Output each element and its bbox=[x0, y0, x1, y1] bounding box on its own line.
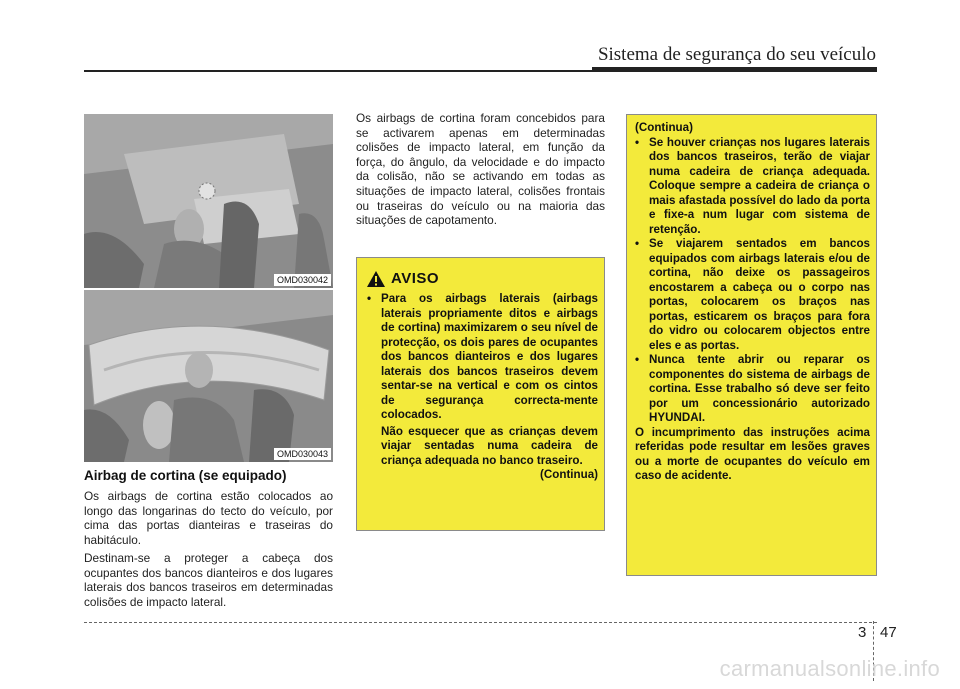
warning-content bbox=[367, 292, 598, 483]
warning-bullet: • Nunca tente abrir ou reparar os componentes do sistema de airbags de cortina. Esse trabalho só deve ser feito por um concessionário autorizado HYUNDAI. bbox=[635, 353, 870, 424]
curtain-airbag-photo-bottom bbox=[84, 290, 333, 462]
warning-header bbox=[367, 270, 439, 287]
warning-triangle-icon bbox=[367, 271, 385, 287]
warning-continued-content bbox=[635, 121, 870, 484]
warning-bullet: • Se viajarem sentados em bancos equipados com airbags laterais e/ou de cortina, não deixe os passageiros encostarem a cabeça ou o corpo nas portas, colocarem os braços nas portas, esticarem os braços para fora do vidro ou colocarem objectos entre eles e as portas. bbox=[635, 237, 870, 352]
image-code: OMD030043 bbox=[274, 448, 331, 460]
warning-continues: (Continua) bbox=[540, 468, 598, 481]
warning-closing: O incumprimento das instruções acima referidas pode resultar em lesões graves ou a morte de ocupantes do veículo em caso de acidente. bbox=[635, 425, 870, 482]
image-code: OMD030042 bbox=[274, 274, 331, 286]
warning-bullet: • Se houver crianças nos lugares laterais dos bancos traseiros, terão de viajar numa cadeira de criança adequada. Coloque sempre a cadeira de criança o mais afastada possível do lado da porta e fixe-a num lugar com sistema de retenção. bbox=[635, 135, 870, 236]
section-paragraph-1: Os airbags de cortina estão colocados ao longo das longarinas do tecto do veículo, por cima das portas dianteiras e traseiras do habitáculo. bbox=[84, 489, 333, 547]
warning-box-continued bbox=[626, 114, 877, 576]
car-interior-illustration bbox=[84, 114, 333, 288]
car-interior-deployed-illustration bbox=[84, 290, 333, 462]
warning-title: AVISO bbox=[391, 270, 440, 287]
section-paragraph-2: Destinam-se a proteger a cabeça dos ocupantes dos bancos dianteiros e dos lugares laterais dos bancos traseiros em determinadas colisões de impacto lateral. bbox=[84, 551, 333, 609]
page-number: 47 bbox=[880, 624, 897, 641]
section-heading: Airbag de cortina (se equipado) bbox=[84, 468, 287, 483]
header-rule-accent bbox=[592, 67, 877, 72]
watermark: carmanualsonline.info bbox=[719, 656, 940, 681]
warning-continued-label: (Continua) bbox=[635, 121, 693, 134]
warning-box bbox=[356, 257, 605, 531]
curtain-airbag-photo-top bbox=[84, 114, 333, 288]
header-title: Sistema de segurança do seu veículo bbox=[597, 44, 876, 65]
footer-rule bbox=[84, 622, 877, 623]
warning-bullet: • Para os airbags laterais (airbags laterais propriamente ditos e airbags de cortina) maximizarem o seu nível de protecção, os dois pares de ocupantes dos bancos dianteiros e dos lugares laterais dos bancos traseiros devem sentar-se na vertical e com os cintos de segurança correcta-mente colocados. bbox=[367, 292, 598, 421]
warning-bullet-continuation: Não esquecer que as crianças devem viajar sentadas numa cadeira de criança adequada no banco traseiro. bbox=[381, 424, 598, 467]
middle-paragraph: Os airbags de cortina foram concebidos para se activarem apenas em determinadas colisões de impacto lateral, em função da força, do ângulo, da velocidade e do impacto da colisão, não se activando em todas as situações de impacto lateral, colisões frontais ou traseiras do veículo ou na maioria das situações de capotamento. bbox=[356, 111, 605, 228]
chapter-number: 3 bbox=[858, 624, 867, 641]
